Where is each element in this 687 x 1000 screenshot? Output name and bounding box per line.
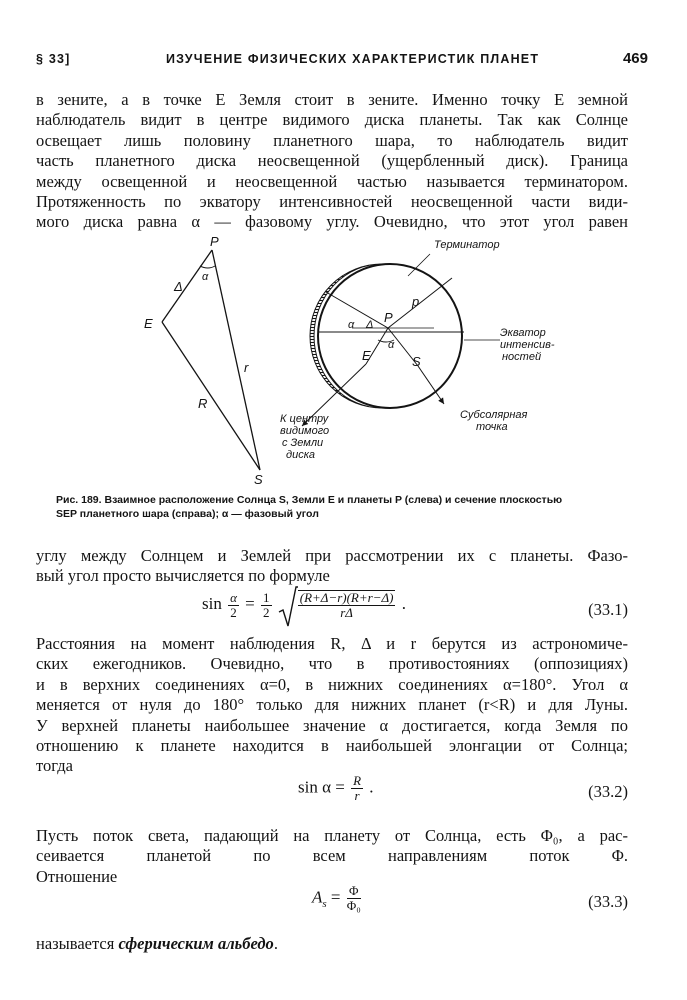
- radical-sign: [278, 586, 298, 628]
- label-S-surface: S: [412, 354, 421, 369]
- text-line: часть планетного диска неосвещенной (ущербленный диск). Граница: [36, 151, 628, 171]
- text-line: Пусть поток света, падающий на планету от Солнца, есть Φ₀, а рас-: [36, 826, 628, 845]
- equation: sin α = $\frac{R}{r}$ .: [298, 773, 374, 803]
- text-line: освещает лишь половину планетного шара, то наблюдатель видит: [36, 130, 628, 150]
- label-subsolar-2: точка: [476, 421, 508, 433]
- text-line: мого диска равна α — фазовому углу. Очевидно, что этот угол равен: [36, 212, 628, 232]
- text-line: меняется от нуля до 180° только для нижних планет (r<R) и для Луны.: [36, 695, 628, 715]
- triangle-diagram: [144, 236, 263, 487]
- label-S: S: [254, 472, 263, 487]
- label-E: E: [144, 316, 153, 331]
- text-line: тогда: [36, 756, 73, 776]
- label-alpha: α: [202, 271, 209, 283]
- text-line: сеивается планетой по всем направлениям поток Φ.: [36, 846, 628, 866]
- label-equator-3: ностей: [502, 351, 542, 363]
- side-delta: [162, 250, 212, 322]
- text-line: между освещенной и неосвещенной частью называется терминатором.: [36, 171, 628, 191]
- label-terminator: Терминатор: [434, 239, 500, 251]
- label-center-4: диска: [286, 449, 316, 461]
- label-center-1: К центру: [280, 413, 329, 425]
- text-line: наблюдатель видит в центре видимого диска планеты. Так как Солнце: [36, 110, 628, 130]
- angle-arc: [200, 266, 215, 268]
- figure-diagram: [130, 236, 570, 491]
- label-center-3: с Земли: [282, 437, 324, 449]
- text-line: углу между Солнцем и Землей при рассмотрении их с планеты. Фазо-: [36, 546, 628, 565]
- label-p: p: [412, 294, 420, 309]
- side-R: [162, 322, 260, 470]
- arrow-subsolar: [418, 366, 444, 404]
- formula-33-3: [36, 884, 628, 930]
- running-header: [36, 50, 648, 72]
- figure-caption: [56, 493, 636, 521]
- caption-line: SEP планетного шара (справа); α — фазовый угол: [56, 508, 319, 520]
- label-delta-r: Δ: [366, 319, 374, 331]
- label-r: r: [244, 360, 249, 375]
- unlit-crescent: [310, 264, 382, 408]
- label-P: P: [210, 236, 219, 249]
- square-root: $\frac{(R+\Delta-r)(R+r-\Delta)}{r\Delta}$: [278, 590, 398, 620]
- text-line: и в верхних соединениях α=0, в нижних соединениях α=180°. Угол α: [36, 674, 628, 694]
- label-delta: Δ: [174, 279, 183, 294]
- label-E-surface: E: [362, 348, 371, 363]
- equation: sin $\frac{\alpha}{2}$ = $\frac{1}{2}$ $\frac{(R+\Delta-r)(R+r-\Delta)}{r\Delta}$ .: [202, 590, 406, 620]
- text-line: Протяженность по экватору интенсивностей неосвещенной части види-: [36, 192, 628, 212]
- paragraph-1: [36, 90, 628, 233]
- planet-disk: [318, 264, 462, 408]
- label-R: R: [198, 396, 208, 411]
- label-equator-2: интенсив-: [500, 339, 555, 351]
- section-number: § 33]: [36, 52, 71, 66]
- text-line: в зените, а в точке E Земля стоит в зените. Именно точку E земной: [36, 90, 628, 109]
- radius-p: [388, 278, 452, 328]
- figure-189: [130, 236, 570, 491]
- label-equator-1: Экватор: [500, 327, 546, 339]
- paragraph-5: называется сферическим альбедо.: [36, 934, 278, 953]
- equation-number: (33.3): [588, 892, 628, 911]
- label-subsolar-1: Субсолярная: [460, 409, 528, 421]
- caption-line: Рис. 189. Взаимное расположение Солнца S, Земли E и планеты P (слева) и сечение плоскостью: [56, 494, 563, 506]
- text-line: ских ежегодников. Очевидно, что в противостояниях (оппозициях): [36, 654, 628, 674]
- equation-number: (33.1): [588, 600, 628, 619]
- text-line: отношению к планете находится в наибольшей элонгации от Солнца;: [36, 736, 628, 756]
- label-P-planet: P: [384, 310, 393, 325]
- page-number: 469: [622, 50, 648, 67]
- paragraph-2: [36, 546, 628, 587]
- paragraph-4: [36, 826, 628, 887]
- terminator-leader: [408, 254, 430, 276]
- text-line: вый угол просто вычисляется по формуле: [36, 566, 330, 586]
- chapter-title: ИЗУЧЕНИЕ ФИЗИЧЕСКИХ ХАРАКТЕРИСТИК ПЛАНЕТ: [166, 52, 540, 66]
- paragraph-3: [36, 634, 628, 777]
- label-alpha-1: α: [348, 319, 355, 331]
- label-center-2: видимого: [280, 425, 330, 437]
- label-alpha-2: α: [388, 339, 395, 351]
- text-line: Отношение: [36, 866, 118, 886]
- equation: $A_s$ = $\frac{\Phi}{\text{Φ₀}}$: [312, 883, 361, 913]
- text-line: Расстояния на момент наблюдения R, Δ и r берутся из астрономиче-: [36, 634, 628, 653]
- planet-section: [280, 239, 555, 461]
- defined-term: сферическим альбедо: [118, 934, 274, 953]
- side-r: [212, 250, 260, 470]
- formula-33-2: [36, 774, 628, 820]
- text-line: У верхней планеты наибольшее значение α достигается, когда Земля по: [36, 715, 628, 735]
- equation-number: (33.2): [588, 782, 628, 801]
- radius-to-terminator: [326, 292, 388, 328]
- formula-33-1: [36, 588, 628, 634]
